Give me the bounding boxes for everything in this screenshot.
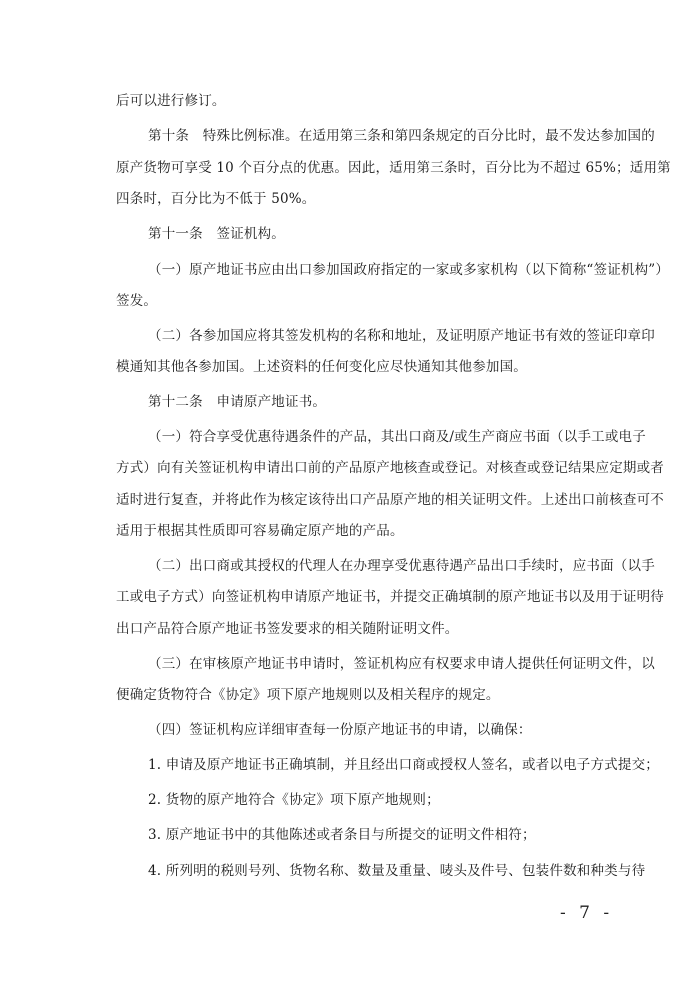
text-line: 四条时，百分比为不低于 50%。: [116, 191, 316, 207]
text-line: 原产货物可享受 10 个百分点的优惠。因此，适用第三条时，百分比为不超过 65%；适用第: [116, 160, 671, 176]
text-line: 便确定货物符合《协定》项下原产地规则以及相关程序的规定。: [116, 687, 500, 703]
list-item: 4. 所列明的税则号列、货物名称、数量及重量、唛头及件号、包装件数和种类与待: [148, 863, 646, 879]
text-line: 方式）向有关签证机构申请出口前的产品原产地核查或登记。对核查或登记结果应定期或者: [116, 460, 664, 476]
article-10-heading: 第十条 特殊比例标准。在适用第三条和第四条规定的百分比时，最不发达参加国的: [148, 128, 655, 144]
text-line: （一）原产地证书应由出口参加国政府指定的一家或多家机构（以下简称“签证机构”）: [148, 262, 670, 278]
text-line: 适时进行复查，并将此作为核定该待出口产品原产地的相关证明文件。上述出口前核查可不: [116, 492, 664, 508]
list-item: 3. 原产地证书中的其他陈述或者条目与所提交的证明文件相符；: [148, 827, 536, 843]
article-12-heading: 第十二条 申请原产地证书。: [148, 394, 327, 410]
list-item: 1. 申请及原产地证书正确填制，并且经出口商或授权人签名，或者以电子方式提交；: [148, 757, 659, 773]
text-line: 适用于根据其性质即可容易确定原产地的产品。: [116, 523, 404, 539]
text-line: （三）在审核原产地证书申请时，签证机构应有权要求申请人提供任何证明文件，以: [148, 656, 655, 672]
text-line: 出口产品符合原产地证书签发要求的相关随附证明文件。: [116, 621, 459, 637]
article-11-heading: 第十一条 签证机构。: [148, 226, 285, 242]
text-line: 工或电子方式）向签证机构申请原产地证书，并提交正确填制的原产地证书以及用于证明待: [116, 589, 664, 605]
text-line: （二）各参加国应将其签发机构的名称和地址，及证明原产地证书有效的签证印章印: [148, 328, 655, 344]
text-line: （四）签证机构应详细审查每一份原产地证书的申请，以确保：: [148, 722, 532, 738]
text-line: 后可以进行修订。: [116, 93, 226, 109]
text-line: （二）出口商或其授权的代理人在办理享受优惠待遇产品出口手续时，应书面（以手: [148, 558, 655, 574]
text-line: （一）符合享受优惠待遇条件的产品，其出口商及/或生产商应书面（以手工或电子: [148, 429, 646, 445]
page-number: - 7 -: [560, 903, 614, 923]
text-line: 模通知其他各参加国。上述资料的任何变化应尽快通知其他参加国。: [116, 359, 527, 375]
text-line: 签发。: [116, 293, 158, 309]
list-item: 2. 货物的原产地符合《协定》项下原产地规则；: [148, 792, 440, 808]
